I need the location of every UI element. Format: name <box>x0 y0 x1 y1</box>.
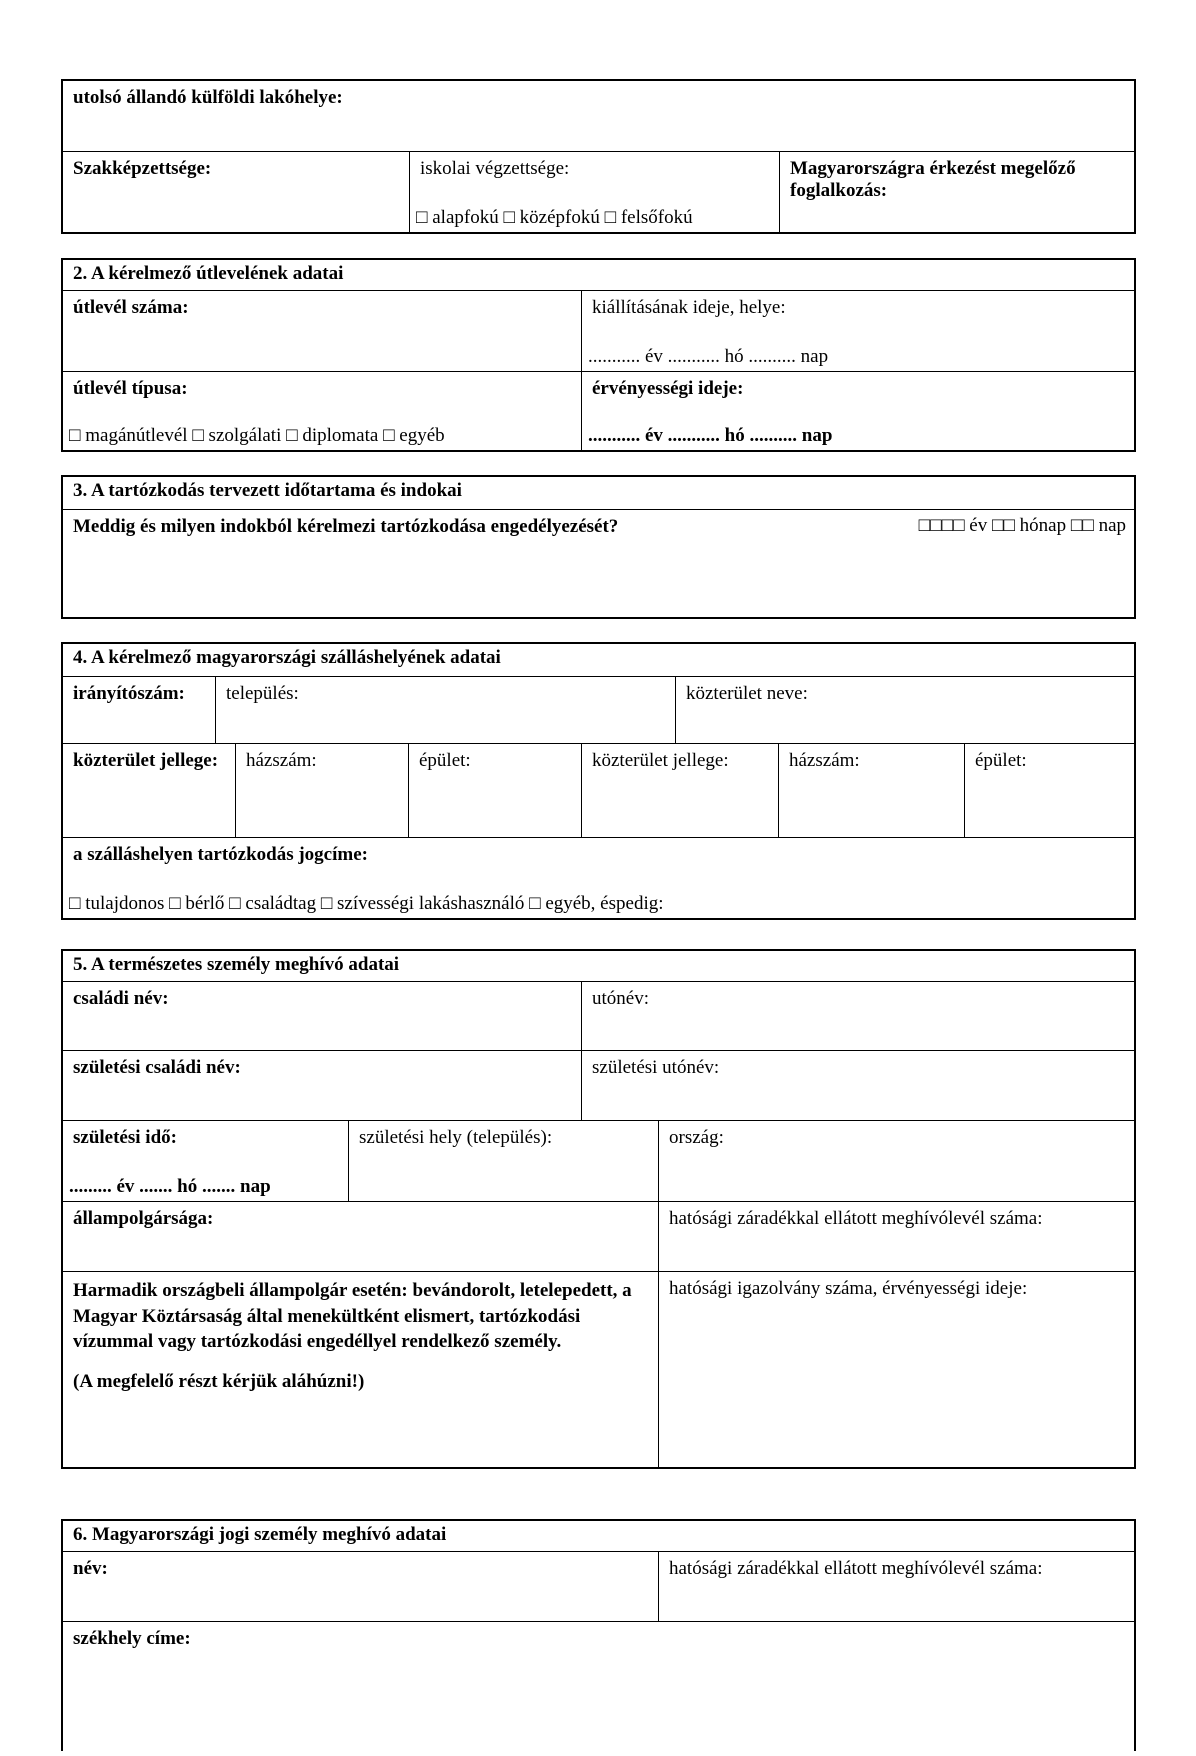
id-card-field[interactable]: hatósági igazolvány száma, érvényességi ideje: <box>658 1272 1134 1467</box>
section-6-legal-person <box>61 1519 1136 1751</box>
country-field[interactable]: ország: <box>658 1121 1134 1201</box>
street-type-field[interactable]: közterület jellege: <box>73 750 219 771</box>
street-type-field-2[interactable]: közterület jellege: <box>581 744 778 837</box>
validity-field[interactable]: érvényességi ideje: ........... év ........... hó .......... nap <box>581 372 1134 450</box>
birth-date-field[interactable]: születési idő: ......... év ....... hó ....... nap <box>69 1127 271 1197</box>
invitation-number-field[interactable]: hatósági záradékkal ellátott meghívólevél száma: <box>658 1202 1134 1271</box>
legal-title-options[interactable]: □ tulajdonos □ bérlő □ családtag □ szívességi lakáshasználó □ egyéb, éspedig: <box>69 893 664 914</box>
birth-given-name-field[interactable]: születési utónév: <box>581 1051 1134 1120</box>
family-name-field[interactable]: családi név: <box>73 988 169 1009</box>
section-2-passport <box>61 258 1136 452</box>
qualification-field[interactable]: Szakképzettsége: <box>73 158 212 179</box>
section-4-accommodation <box>61 642 1136 920</box>
legal-title-field[interactable]: a szálláshelyen tartózkodás jogcíme: □ tulajdonos □ bérlő □ családtag □ szívességi lakáshasználó □ egyéb, éspedig: <box>63 838 1134 918</box>
section-3-stay <box>61 475 1136 619</box>
last-residence-field[interactable]: utolsó állandó külföldi lakóhelye: <box>73 87 343 108</box>
third-country-text: Harmadik országbeli állampolgár esetén: bevándorolt, letelepedett, a Magyar Köztársaság által menekültként elismert, tartózkodási vízummal vagy tartózkodási engedéllyel rendelkező személy. <box>73 1280 632 1353</box>
passport-type-options[interactable]: □ magánútlevél □ szolgálati □ diplomata □ egyéb <box>69 425 445 446</box>
birth-family-name-field[interactable]: születési családi név: <box>73 1057 241 1078</box>
section-3-title: 3. A tartózkodás tervezett időtartama és indokai <box>73 480 462 501</box>
third-country-field[interactable] <box>63 1272 658 1467</box>
legal-name-field[interactable]: név: <box>73 1558 108 1579</box>
legal-invitation-number-field[interactable]: hatósági záradékkal ellátott meghívólevél száma: <box>658 1552 1134 1621</box>
building-field[interactable]: épület: <box>408 744 581 837</box>
issued-field[interactable]: kiállításának ideje, helye: ........... év ........... hó .......... nap <box>581 291 1134 371</box>
duration-boxes[interactable]: □□□□ év □□ hónap □□ nap <box>918 515 1126 536</box>
citizenship-field[interactable]: állampolgársága: <box>73 1208 214 1229</box>
house-number-field[interactable]: házszám: <box>235 744 408 837</box>
section-6-title: 6. Magyarországi jogi személy meghívó adatai <box>73 1524 447 1545</box>
prior-occupation-field[interactable]: Magyarországra érkezést megelőző foglalkozás: <box>779 152 1134 232</box>
seat-address-field[interactable]: székhely címe: <box>73 1628 191 1649</box>
house-number-field-2[interactable]: házszám: <box>778 744 964 837</box>
passport-type-field[interactable]: útlevél típusa: □ magánútlevél □ szolgálati □ diplomata □ egyéb <box>63 372 581 450</box>
passport-number-field[interactable]: útlevél száma: <box>73 297 189 318</box>
zip-field[interactable]: irányítószám: <box>73 683 185 704</box>
section-4-title: 4. A kérelmező magyarországi szálláshelyének adatai <box>73 647 501 668</box>
residence-table <box>61 79 1136 234</box>
section-5-title: 5. A természetes személy meghívó adatai <box>73 954 400 975</box>
given-name-field[interactable]: utónév: <box>581 982 1134 1050</box>
street-name-field[interactable]: közterület neve: <box>675 677 1134 743</box>
section-2-title: 2. A kérelmező útlevelének adatai <box>73 263 344 284</box>
settlement-field[interactable]: település: <box>215 677 675 743</box>
section-5-natural-person <box>61 949 1136 1469</box>
underline-note: (A megfelelő részt kérjük aláhúzni!) <box>73 1370 365 1392</box>
schooling-field[interactable]: iskolai végzettsége: □ alapfokú □ középfokú □ felsőfokú <box>409 152 779 232</box>
birth-place-field[interactable]: születési hely (település): <box>348 1121 658 1201</box>
stay-reason-field[interactable]: Meddig és milyen indokból kérelmezi tartózkodása engedélyezését? □□□□ év □□ hónap □□ nap <box>73 515 1126 537</box>
schooling-options[interactable]: □ alapfokú □ középfokú □ felsőfokú <box>416 207 693 228</box>
building-field-2[interactable]: épület: <box>964 744 1134 837</box>
